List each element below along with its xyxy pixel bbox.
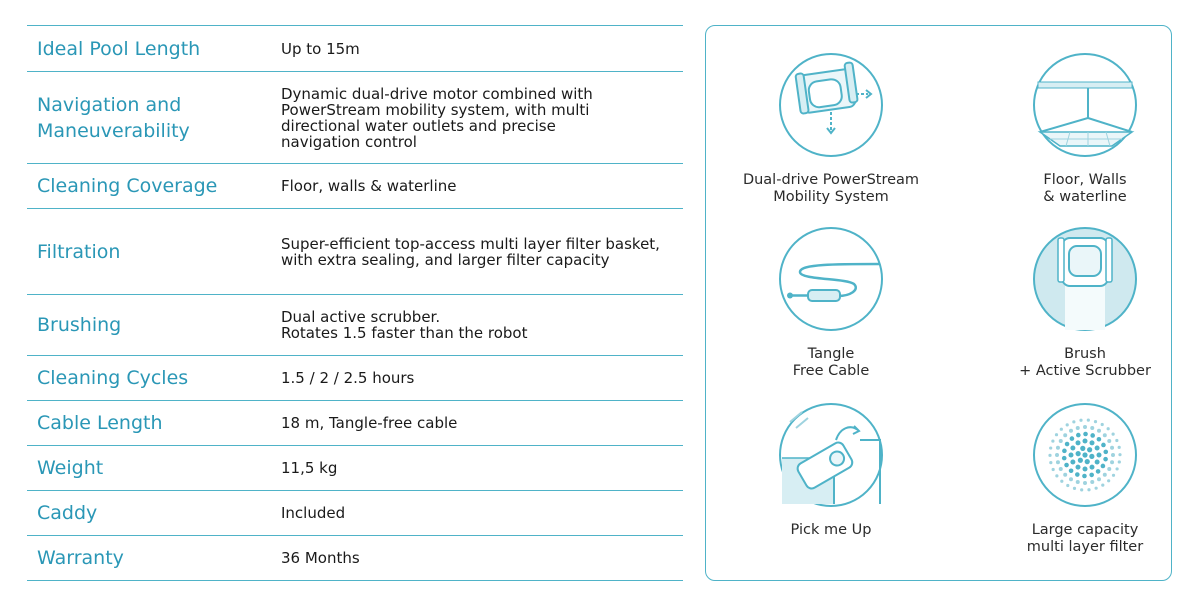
spec-value: Up to 15m [281,39,360,58]
spec-value: Floor, walls & waterline [281,177,457,195]
spec-label: Cleaning Coverage [37,175,218,197]
spec-label: Caddy [37,502,98,524]
spec-value: 1.5 / 2 / 2.5 hours [281,369,415,387]
spec-row-cleaning-coverage [27,164,683,209]
spec-row-brushing [27,295,683,356]
spec-value: 11,5 kg [281,459,338,477]
feature-mobility [721,50,941,206]
brush-scrubber-icon [1030,224,1140,334]
features-panel [705,25,1172,581]
spec-label: Cable Length [37,412,163,434]
spec-row-cleaning-cycles [27,356,683,401]
spec-label: Cleaning Cycles [37,367,189,389]
spec-row-navigation [27,72,683,164]
feature-label: Floor, Walls & waterline [1043,172,1127,205]
spec-label: Warranty [37,547,124,569]
spec-value: Super-efficient top-access multi layer filter basket, with extra sealing, and larger filter capacity [281,234,660,269]
feature-pick-me-up [721,400,941,539]
feature-filter [975,400,1195,556]
spec-label: Brushing [37,314,122,336]
pick-me-up-icon [776,400,886,510]
spec-value: 18 m, Tangle-free cable [281,414,458,432]
feature-label: Tangle Free Cable [792,346,870,379]
spec-label: Weight [37,457,104,479]
feature-coverage [975,50,1195,206]
spec-row-warranty [27,536,683,581]
feature-label: Brush + Active Scrubber [1019,346,1151,379]
tangle-free-cable-icon [776,224,886,334]
spec-table [27,25,683,581]
feature-label: Dual-drive PowerStream Mobility System [742,172,920,205]
spec-row-weight [27,446,683,491]
spec-row-filtration [27,209,683,295]
spec-label: Navigation and Maneuverability [37,93,190,142]
feature-brush [975,224,1195,380]
spec-value: Dual active scrubber. Rotates 1.5 faster than the robot [281,308,528,342]
spec-label: Ideal Pool Length [37,37,201,60]
spec-label: Filtration [37,240,121,263]
robot-navigation-icon [776,50,886,160]
spec-value: Dynamic dual-drive motor combined with PowerStream mobility system, with multi directional water outlets and precise navigation control [281,84,593,151]
spec-row-ideal-pool-length [27,26,683,72]
feature-cable [721,224,941,380]
pool-corner-icon [1030,50,1140,160]
filter-dots-icon [1030,400,1140,510]
spec-row-caddy [27,491,683,536]
feature-label: Large capacity multi layer filter [1026,522,1144,555]
spec-value: Included [281,504,346,522]
spec-value: 36 Months [281,549,360,567]
feature-label: Pick me Up [790,522,872,538]
spec-row-cable-length [27,401,683,446]
